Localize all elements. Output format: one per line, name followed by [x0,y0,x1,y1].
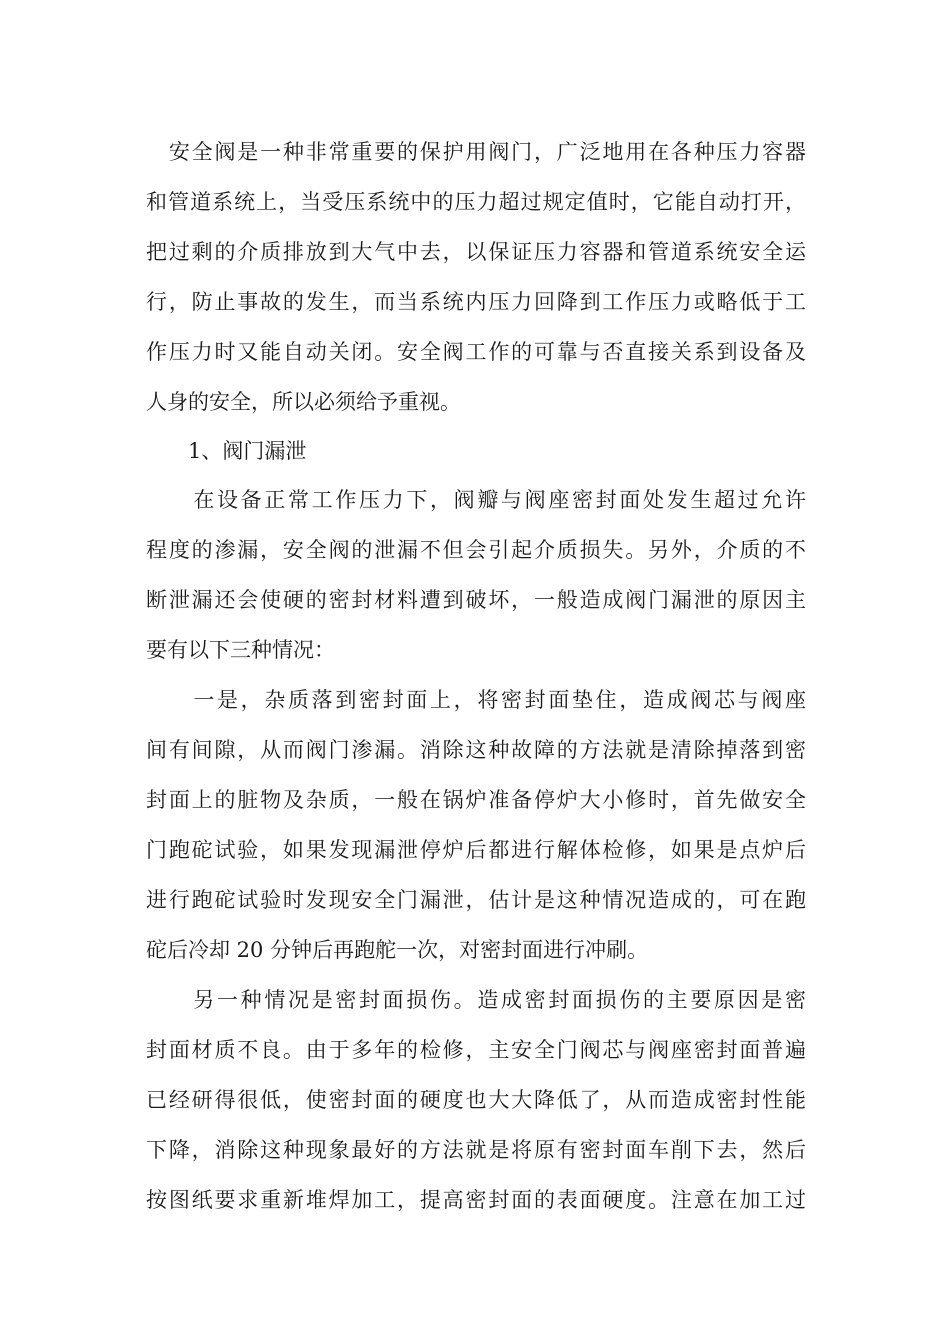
text-line: 下降，消除这种现象最好的方法就是将原有密封面车削下去，然后 [146,1138,806,1162]
text-line: 进行跑砣试验时发现安全门漏泄，估计是这种情况造成的，可在跑 [146,888,806,912]
text-line: 门跑砣试验，如果发现漏泄停炉后都进行解体检修，如果是点炉后 [146,838,806,862]
text-line: 作压力时又能自动关闭。安全阀工作的可靠与否直接关系到设备及 [146,340,806,364]
text-line: 一是，杂质落到密封面上，将密封面垫住，造成阀芯与阀座 [146,688,806,712]
text-line: 按图纸要求重新堆焊加工，提高密封面的表面硬度。注意在加工过 [146,1188,806,1212]
text-line: 和管道系统上，当受压系统中的压力超过规定值时，它能自动打开， [146,190,806,214]
text-line: 安全阀是一种非常重要的保护用阀门，广泛地用在各种压力容器 [146,140,806,164]
text-line: 断泄漏还会使硬的密封材料遭到破坏，一般造成阀门漏泄的原因主 [146,588,806,612]
text-line: 把过剩的介质排放到大气中去，以保证压力容器和管道系统安全运 [146,240,806,264]
section-heading: 1、阀门漏泄 [146,439,307,463]
text-line: 行，防止事故的发生，而当系统内压力回降到工作压力或略低于工 [146,290,806,314]
text-line: 另一种情况是密封面损伤。造成密封面损伤的主要原因是密 [146,988,806,1012]
text-line: 程度的渗漏，安全阀的泄漏不但会引起介质损失。另外，介质的不 [146,538,806,562]
text-line: 封面上的脏物及杂质，一般在锅炉准备停炉大小修时，首先做安全 [146,788,806,812]
text-line: 要有以下三种情况： [146,638,335,662]
text-line: 间有间隙，从而阀门渗漏。消除这种故障的方法就是清除掉落到密 [146,738,806,762]
text-line: 封面材质不良。由于多年的检修，主安全门阀芯与阀座密封面普遍 [146,1038,806,1062]
text-line: 砣后冷却 20 分钟后再跑舵一次，对密封面进行冲刷。 [146,938,649,962]
text-line: 人身的安全，所以必须给予重视。 [146,390,461,414]
text-line: 已经研得很低，使密封面的硬度也大大降低了，从而造成密封性能 [146,1088,806,1112]
text-line: 在设备正常工作压力下，阀瓣与阀座密封面处发生超过允许 [146,488,806,512]
